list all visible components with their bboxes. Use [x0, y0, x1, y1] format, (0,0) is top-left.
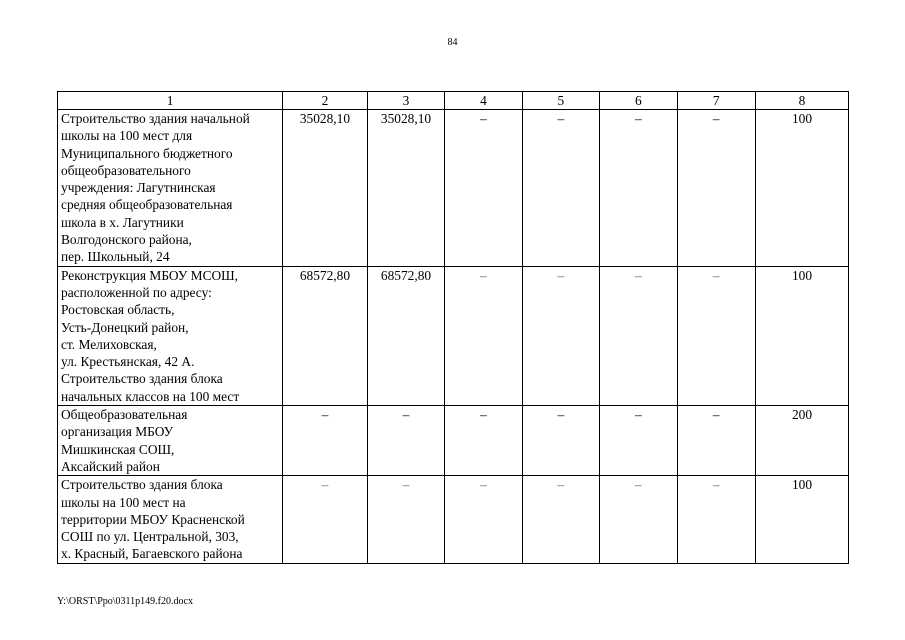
- project-name-line: Ростовская область,: [61, 302, 175, 318]
- project-name-line: Муниципального бюджетного: [61, 145, 233, 161]
- header-row: [58, 92, 849, 110]
- header-col-5: 5: [522, 92, 599, 110]
- project-name-line: Строительство здания блока: [61, 477, 223, 493]
- value-cell-col-8: 100: [756, 266, 849, 405]
- project-name-line: школы на 100 мест на: [61, 494, 186, 510]
- header-col-3: 3: [367, 92, 444, 110]
- table-row: [58, 406, 849, 476]
- value-cell-col-3: 68572,80: [367, 266, 444, 405]
- project-name-line: Мишкинская СОШ,: [61, 441, 175, 457]
- header-col-7: 7: [677, 92, 755, 110]
- project-name-line: х. Красный, Багаевского района: [61, 546, 243, 562]
- value-cell-col-2: 35028,10: [283, 110, 368, 267]
- project-name-line: организация МБОУ: [61, 424, 174, 440]
- value-cell-col-5: –: [522, 476, 599, 563]
- value-cell-col-4: –: [445, 266, 522, 405]
- table-row: [58, 476, 849, 563]
- project-name-line: школы на 100 мест для: [61, 128, 193, 144]
- project-name-line: расположенной по адресу:: [61, 284, 212, 300]
- value-cell-col-7: –: [677, 110, 755, 267]
- project-name-line: Строительство здания блока: [61, 371, 223, 387]
- project-name-line: ул. Крестьянская, 42 А.: [61, 354, 195, 370]
- file-path-footer: Y:\ORST\Ppo\0311p149.f20.docx: [57, 596, 193, 607]
- value-cell-col-3: –: [367, 476, 444, 563]
- project-name-line: Аксайский район: [61, 458, 160, 474]
- project-name-line: средняя общеобразовательная: [61, 197, 233, 213]
- value-cell-col-7: –: [677, 406, 755, 476]
- table-row: [58, 110, 849, 267]
- project-name-line: ст. Мелиховская,: [61, 336, 157, 352]
- value-cell-col-6: –: [600, 110, 677, 267]
- project-name-line: территории МБОУ Красненской: [61, 511, 245, 527]
- header-col-8: 8: [756, 92, 849, 110]
- value-cell-col-2: –: [283, 406, 368, 476]
- project-name-line: Волгодонского района,: [61, 232, 192, 248]
- data-table: [57, 91, 849, 564]
- value-cell-col-8: 100: [756, 476, 849, 563]
- value-cell-col-8: 100: [756, 110, 849, 267]
- value-cell-col-8: 200: [756, 406, 849, 476]
- project-name-line: общеобразовательного: [61, 162, 191, 178]
- header-col-6: 6: [600, 92, 677, 110]
- value-cell-col-5: –: [522, 110, 599, 267]
- value-cell-col-4: –: [445, 406, 522, 476]
- value-cell-col-7: –: [677, 266, 755, 405]
- value-cell-col-3: –: [367, 406, 444, 476]
- project-name-line: учреждения: Лагутнинская: [61, 180, 216, 196]
- table-row: [58, 266, 849, 405]
- project-name-cell: [58, 406, 283, 476]
- value-cell-col-6: –: [600, 406, 677, 476]
- value-cell-col-2: 68572,80: [283, 266, 368, 405]
- project-name-line: Усть-Донецкий район,: [61, 319, 189, 335]
- project-name-line: Строительство здания начальной: [61, 111, 250, 126]
- project-name-cell: [58, 266, 283, 405]
- value-cell-col-5: –: [522, 266, 599, 405]
- project-name-line: СОШ по ул. Центральной, 303,: [61, 529, 239, 545]
- header-col-4: 4: [445, 92, 522, 110]
- value-cell-col-5: –: [522, 406, 599, 476]
- value-cell-col-4: –: [445, 476, 522, 563]
- project-name-line: Реконструкция МБОУ МСОШ,: [61, 267, 239, 283]
- header-col-1: 1: [58, 92, 283, 110]
- header-col-2: 2: [283, 92, 368, 110]
- value-cell-col-6: –: [600, 476, 677, 563]
- value-cell-col-7: –: [677, 476, 755, 563]
- project-name-cell: [58, 476, 283, 563]
- page-number: 84: [447, 37, 458, 48]
- value-cell-col-6: –: [600, 266, 677, 405]
- value-cell-col-2: –: [283, 476, 368, 563]
- project-name-cell: [58, 110, 283, 267]
- project-name-line: начальных классов на 100 мест: [61, 388, 240, 404]
- project-name-line: пер. Школьный, 24: [61, 249, 170, 265]
- value-cell-col-4: –: [445, 110, 522, 267]
- project-name-line: Общеобразовательная: [61, 407, 188, 423]
- project-name-line: школа в х. Лагутники: [61, 214, 184, 230]
- value-cell-col-3: 35028,10: [367, 110, 444, 267]
